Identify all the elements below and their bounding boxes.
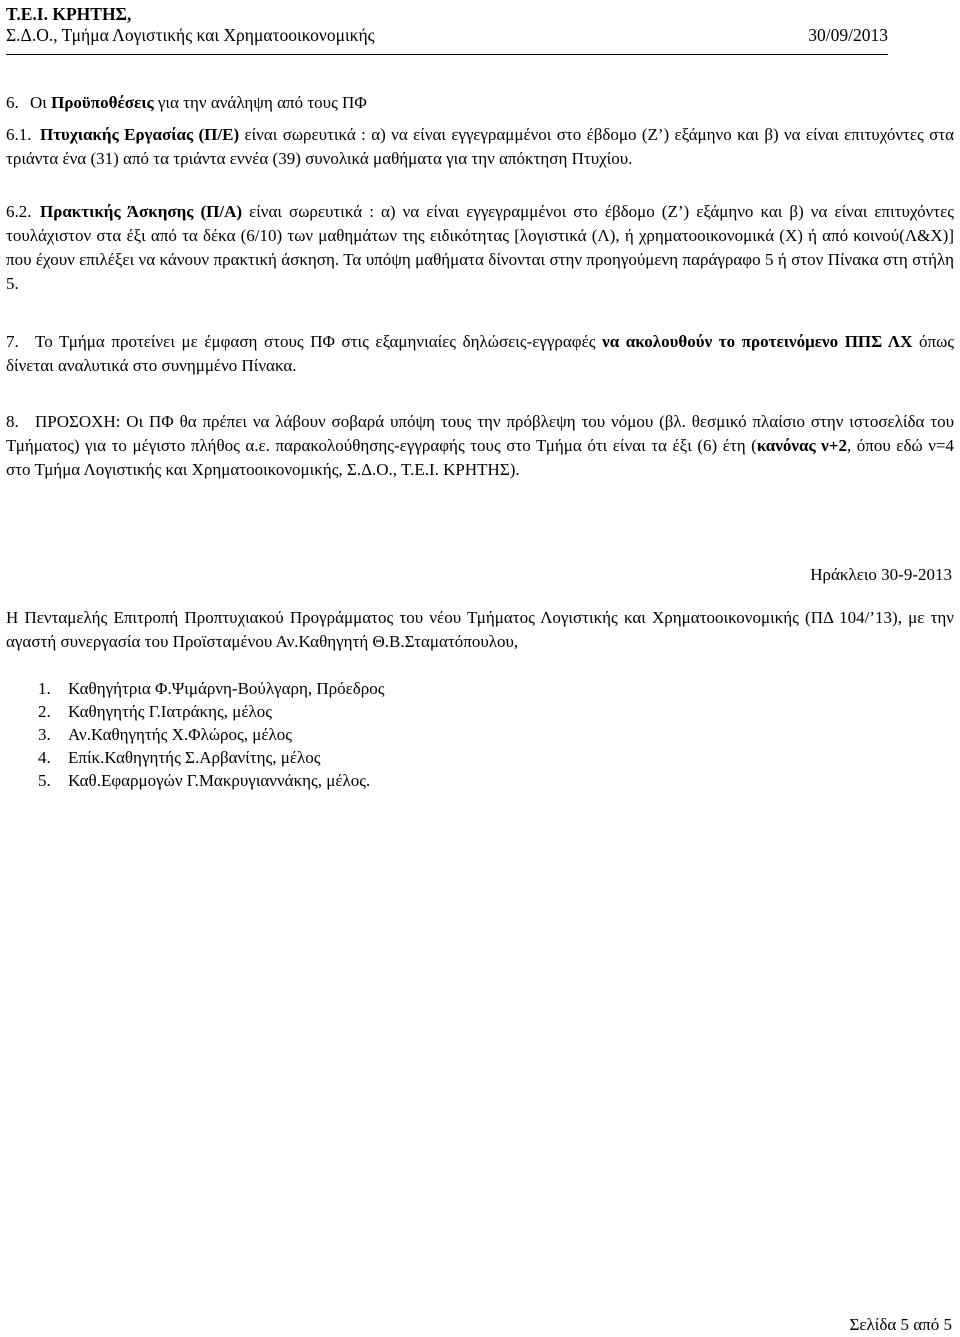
section-8-text-post: , όπου εδώ ν=4 στο Τμήμα Λογιστικής και Χρηματοοικονομικής, Σ.Δ.Ο., Τ.Ε.Ι. ΚΡΗΤΗΣ).: [6, 436, 954, 479]
member-name: Καθηγητής Γ.Ιατράκης, μέλος: [68, 702, 272, 721]
section-6-1-title: Πτυχιακής Εργασίας (Π/Ε): [40, 125, 240, 144]
committee-statement: Η Πενταμελής Επιτροπή Προπτυχιακού Προγράμματος του νέου Τμήματος Λογιστικής και Χρηματοοικονομικής (ΠΔ 104/’13), με την αγαστή συνεργασία του Προϊσταμένου Αν.Καθηγητή Θ.Β.Σταματόπουλου,: [6, 608, 954, 651]
member-number: 3.: [38, 725, 51, 744]
section-7-number: 7.: [6, 332, 19, 351]
header-department: Σ.Δ.Ο., Τμήμα Λογιστικής και Χρηματοοικονομικής: [6, 25, 375, 45]
header-date: 30/09/2013: [808, 25, 888, 45]
section-8-paragraph: [6, 410, 954, 482]
section-6-2-title: Πρακτικής Άσκησης (Π/Α): [40, 202, 243, 221]
section-6-heading: [6, 91, 954, 115]
section-6-text-post: για την ανάληψη από τους ΠΦ: [153, 93, 367, 112]
member-number: 4.: [38, 748, 51, 767]
page-footer: Σελίδα 5 από 5: [849, 1315, 952, 1334]
section-7-text-pre: Το Τμήμα προτείνει με έμφαση στους ΠΦ στις εξαμηνιαίες δηλώσεις-εγγραφές: [35, 332, 603, 351]
committee-members-list: [38, 677, 384, 792]
header-organization: Τ.Ε.Ι. ΚΡΗΤΗΣ,: [6, 4, 132, 24]
list-item: [38, 700, 384, 723]
section-8-text-bold: κανόνας ν+2: [756, 436, 847, 455]
member-name: Καθ.Εφαρμογών Γ.Μακρυγιαννάκης, μέλος.: [68, 771, 371, 790]
member-name: Επίκ.Καθηγητής Σ.Αρβανίτης, μέλος: [68, 748, 321, 767]
header-divider: [6, 54, 888, 55]
section-6-text-pre: Οι: [30, 93, 52, 112]
section-6-1-text: είναι σωρευτικά : α) να είναι εγγεγραμμένοι στο έβδομο (Ζ’) εξάμηνο και β) να είναι επιτυχόντες στα τριάντα ένα (31) από τα τριάντα εννέα (39) συνολικά μαθήματα για την απόκτηση Πτυχίου.: [6, 125, 955, 168]
section-7-text-post: όπως δίνεται αναλυτικά στο συνημμένο Πίνακα.: [6, 332, 954, 375]
member-number: 5.: [38, 771, 51, 790]
section-6-1-paragraph: [6, 123, 954, 171]
section-8-text-pre: ΠΡΟΣΟΧΗ: Οι ΠΦ θα πρέπει να λάβουν σοβαρά υπόψη τους την πρόβλεψη του νόμου (βλ. θεσμικό πλαίσιο στην ιστοσελίδα του Τμήματος) για το μέγιστο πλήθος α.ε. παρακολούθησης-εγγραφής τους στο Τμήμα ότι είναι τα έξι (6) έτη (: [6, 412, 954, 455]
member-number: 1.: [38, 679, 51, 698]
member-name: Καθηγήτρια Φ.Ψιμάρνη-Βούλγαρη, Πρόεδρος: [68, 679, 385, 698]
section-7-text-bold: να ακολουθούν το προτεινόμενο ΠΠΣ ΛΧ: [602, 332, 913, 351]
section-6-1-number: 6.1.: [6, 125, 32, 144]
list-item: [38, 746, 384, 769]
section-7-paragraph: [6, 330, 954, 378]
section-6-2-text: είναι σωρευτικά : α) να είναι εγγεγραμμένοι στο έβδομο (Ζ’) εξάμηνο και β) να είναι επιτυχόντες τουλάχιστον στα έξι από τα δέκα (6/10) των μαθημάτων της ειδικότητας [λογιστικά (Λ), ή χρηματοοικονομικά (Χ) ή από κοινού(Λ&Χ)] που έχουν επιλέξει να κάνουν πρακτική άσκηση. Τα υπόψη μαθήματα δίνονται στην προηγούμενη παράγραφο 5 ή στον Πίνακα στη στήλη 5.: [6, 202, 954, 293]
member-name: Αν.Καθηγητής Χ.Φλώρος, μέλος: [68, 725, 292, 744]
section-8-number: 8.: [6, 412, 19, 431]
list-item: [38, 769, 384, 792]
section-6-2-number: 6.2.: [6, 202, 32, 221]
section-6-2-paragraph: [6, 200, 954, 296]
list-item: [38, 723, 384, 746]
section-6-number: 6.: [6, 93, 19, 112]
page-header: [6, 4, 888, 46]
list-item: [38, 677, 384, 700]
header-row: [6, 24, 888, 46]
place-and-date: Ηράκλειο 30-9-2013: [810, 565, 952, 584]
section-6-text-bold: Προϋποθέσεις: [51, 93, 154, 112]
member-number: 2.: [38, 702, 51, 721]
